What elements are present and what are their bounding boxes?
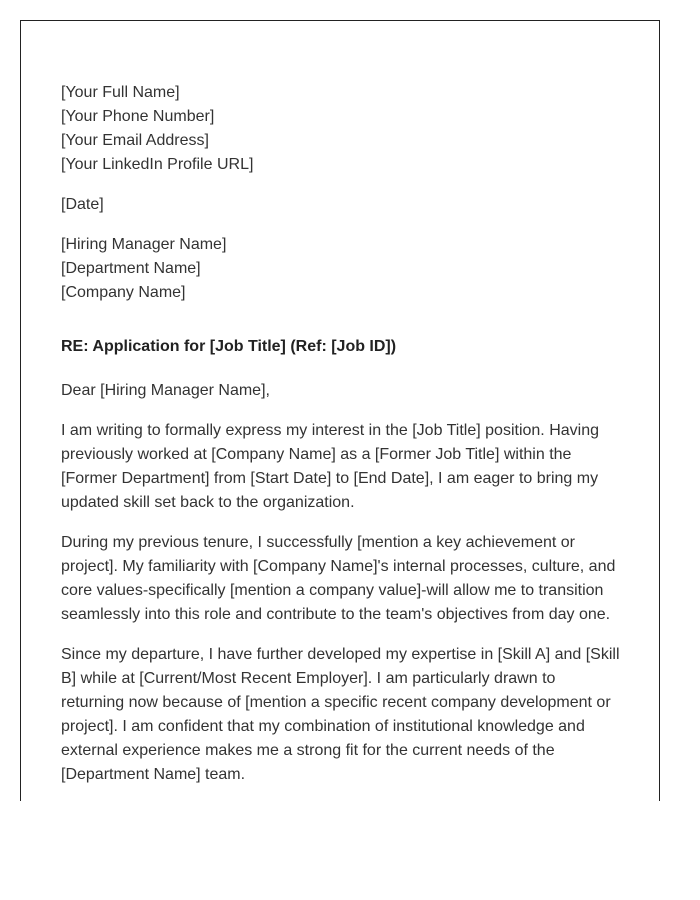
- paragraph-line: seamlessly into this role and contribute to the team's objectives from day one.: [61, 606, 611, 623]
- paragraph-2: [61, 531, 631, 627]
- paragraph-line: previously worked at [Company Name] as a [Former Job Title] within the: [61, 446, 572, 463]
- sender-linkedin: [Your LinkedIn Profile URL]: [61, 156, 254, 173]
- paragraph-line: project]. My familiarity with [Company Name]'s internal processes, culture, and: [61, 558, 616, 575]
- recipient-manager: [Hiring Manager Name]: [61, 236, 227, 253]
- paragraph-3: [61, 643, 631, 787]
- subject-line: [61, 335, 631, 359]
- paragraph-line: updated skill set back to the organization.: [61, 494, 355, 511]
- paragraph-line: core values-specifically [mention a company value]-will allow me to transition: [61, 582, 604, 599]
- paragraph-line: B] while at [Current/Most Recent Employer]. I am particularly drawn to: [61, 670, 556, 687]
- paragraph-1: [61, 419, 631, 515]
- sender-phone: [Your Phone Number]: [61, 108, 215, 125]
- letter-content: [61, 81, 631, 787]
- letter-date: [Date]: [61, 196, 104, 213]
- letter-page: [20, 20, 660, 801]
- date-block: [61, 193, 631, 217]
- salutation: [61, 379, 631, 403]
- paragraph-line: [Department Name] team.: [61, 766, 246, 783]
- sender-email: [Your Email Address]: [61, 132, 209, 149]
- recipient-block: [61, 233, 631, 305]
- paragraph-line: returning now because of [mention a specific recent company development or: [61, 694, 611, 711]
- paragraph-line: I am writing to formally express my interest in the [Job Title] position. Having: [61, 422, 599, 439]
- paragraph-line: project]. I am confident that my combination of institutional knowledge and: [61, 718, 585, 735]
- sender-block: [61, 81, 631, 177]
- recipient-department: [Department Name]: [61, 260, 201, 277]
- sender-name: [Your Full Name]: [61, 84, 180, 101]
- subject-text: RE: Application for [Job Title] (Ref: [Job ID]): [61, 338, 397, 355]
- paragraph-line: During my previous tenure, I successfully [mention a key achievement or: [61, 534, 576, 551]
- salutation-text: Dear [Hiring Manager Name],: [61, 382, 270, 399]
- paragraph-line: [Former Department] from [Start Date] to [End Date], I am eager to bring my: [61, 470, 599, 487]
- paragraph-line: Since my departure, I have further developed my expertise in [Skill A] and [Skill: [61, 646, 620, 663]
- recipient-company: [Company Name]: [61, 284, 186, 301]
- paragraph-line: external experience makes me a strong fit for the current needs of the: [61, 742, 555, 759]
